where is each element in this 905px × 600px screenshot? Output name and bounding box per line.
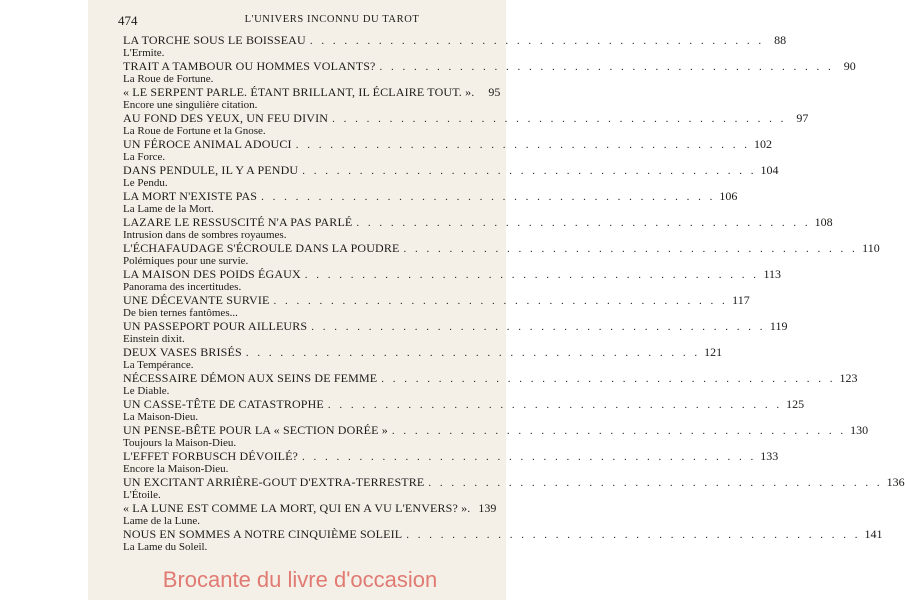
dot-leader: . . . . . . . . . . . . . . . . . . . . . . . . . . . . . . . . . . . . . . . . <box>406 529 861 541</box>
entry-subtitle: Encore une singulière citation. <box>123 99 258 111</box>
dot-leader: . . . . . . . . . . . . . . . . . . . . . . . . . . . . . . . . . . . . . . . . <box>428 477 883 489</box>
dot-leader: . . . . . . . . . . . . . . . . . . . . . . . . . . . . . . . . . . . . . . . . <box>245 347 701 359</box>
entry-page: 130 <box>850 423 869 437</box>
toc-entry <box>123 449 779 475</box>
entry-page: 125 <box>786 397 805 411</box>
toc-entry <box>123 137 772 163</box>
entry-page: 108 <box>814 215 833 229</box>
dot-leader: . . . . . . . . . . . . . . . . . . . . . . . . . . . . . . . . . . . . . . . . <box>403 243 858 255</box>
entry-title: TRAIT A TAMBOUR OU HOMMES VOLANTS? <box>123 59 376 73</box>
entry-title: UN EXCITANT ARRIÈRE-GOUT D'EXTRA-TERRESTRE <box>123 475 425 489</box>
toc-entry <box>123 371 858 397</box>
entry-subtitle: Panorama des incertitudes. <box>123 281 242 293</box>
entry-subtitle: Le Pendu. <box>123 177 168 189</box>
toc-entry <box>123 293 750 319</box>
dot-leader: . . . . . . . . . . . . . . . . . . . . . . . . . . . . . . . . . . . . . . . . <box>391 425 847 437</box>
toc-entry <box>123 397 805 423</box>
entry-title: UN PASSEPORT POUR AILLEURS <box>123 319 308 333</box>
toc-entry <box>123 501 497 527</box>
entry-page: 121 <box>704 345 723 359</box>
dot-leader: . . . . . . . . . . . . . . . . . . . . . . . . . . . . . . . . . . . . . . . . <box>304 269 760 281</box>
entry-subtitle: Encore la Maison-Dieu. <box>123 463 229 475</box>
entry-title: LA TORCHE SOUS LE BOISSEAU <box>123 33 306 47</box>
entry-subtitle: La Force. <box>123 151 166 163</box>
entry-title: NOUS EN SOMMES A NOTRE CINQUIÈME SOLEIL <box>123 527 403 541</box>
entry-page: 119 <box>769 319 788 333</box>
entry-subtitle: La Roue de Fortune. <box>123 73 214 85</box>
toc-entry <box>123 527 883 553</box>
entry-subtitle: Einstein dixit. <box>123 333 185 345</box>
entry-subtitle: Intrusion dans de sombres royaumes. <box>123 229 287 241</box>
watermark-text: Brocante du livre d'occasion <box>162 567 438 592</box>
entry-title: « LE SERPENT PARLE. ÉTANT BRILLANT, IL ÉCLAIRE TOUT. ». <box>123 85 475 99</box>
dot-leader: . . . . . . . . . . . . . . . . . . . . . . . . . . . . . . . . . . . . . . . . <box>302 451 757 463</box>
entry-title: UN PENSE-BÊTE POUR LA « SECTION DORÉE » <box>123 423 388 437</box>
entry-subtitle: Lame de la Lune. <box>123 515 200 527</box>
dot-leader: . . . . . . . . . . . . . . . . . . . . . . . . . . . . . . . . . . . . . . . . <box>311 321 766 333</box>
toc-entry <box>123 241 880 267</box>
entry-title: L'ÉCHAFAUDAGE S'ÉCROULE DANS LA POUDRE <box>123 241 400 255</box>
entry-page: 88 <box>774 33 787 47</box>
dot-leader: . . . . . . . . . . . . . . . . . . . . . . . . . . . . . . . . . . . . . . . . <box>327 399 783 411</box>
entry-title: LA MAISON DES POIDS ÉGAUX <box>123 267 301 281</box>
entry-page: 104 <box>760 163 779 177</box>
entry-page: 123 <box>839 371 858 385</box>
entry-title: AU FOND DES YEUX, UN FEU DIVIN <box>123 111 329 125</box>
toc-entry <box>123 85 501 111</box>
entry-page: 97 <box>796 111 809 125</box>
entry-title: UNE DÉCEVANTE SURVIE <box>123 293 270 307</box>
toc-entry <box>123 267 782 293</box>
toc-entry <box>123 163 779 189</box>
entry-subtitle: La Lame de la Mort. <box>123 203 214 215</box>
dot-leader: . . . . . . . . . . . . . . . . . . . . . . . . . . . . . . . . . . . . . . . . <box>309 35 765 47</box>
entry-page: 113 <box>763 267 782 281</box>
entry-page: 136 <box>886 475 905 489</box>
entry-subtitle: Le Diable. <box>123 385 170 397</box>
dot-leader: . . . . . . . . . . . . . . . . . . . . . . . . . . . . . . . . . . . . . . . . <box>273 295 728 307</box>
entry-subtitle: Toujours la Maison-Dieu. <box>123 437 237 449</box>
page-number: 474 <box>118 13 138 28</box>
toc-entry <box>123 345 723 371</box>
toc-entry <box>123 215 833 241</box>
entry-title: UN CASSE-TÊTE DE CATASTROPHE <box>123 397 324 411</box>
entry-subtitle: L'Étoile. <box>123 489 161 501</box>
running-title: L'UNIVERS INCONNU DU TAROT <box>244 14 420 25</box>
toc-entry <box>123 423 869 449</box>
entry-page: 133 <box>760 449 779 463</box>
entry-title: LA MORT N'EXISTE PAS <box>123 189 258 203</box>
entry-title: DANS PENDULE, IL Y A PENDU <box>123 163 299 177</box>
entry-page: 141 <box>864 527 883 541</box>
dot-leader: . . . . . . . . . . . . . . . . . . . . . . . . . . . . . . . . . . . . . . . . <box>302 165 757 177</box>
dot-leader: . . . . . . . . . . . . . . . . . . . . . . . . . . . . . . . . . . . . . . . . <box>332 113 787 125</box>
entry-subtitle: Polémiques pour une survie. <box>123 255 249 267</box>
entry-page: 110 <box>862 241 880 255</box>
entry-subtitle: De bien ternes fantômes... <box>123 307 238 319</box>
toc-entry <box>123 33 787 59</box>
entry-subtitle: La Tempérance. <box>123 359 194 371</box>
entry-title: « LA LUNE EST COMME LA MORT, QUI EN A VU L'ENVERS? ». <box>123 501 471 515</box>
entry-page: 117 <box>732 293 750 307</box>
entry-page: 139 <box>478 501 497 515</box>
dot-leader: . . . . . . . . . . . . . . . . . . . . . . . . . . . . . . . . . . . . . . . . <box>381 373 836 385</box>
toc-entry <box>123 111 809 137</box>
entry-title: L'EFFET FORBUSCH DÉVOILÉ? <box>123 449 299 463</box>
table-of-contents <box>123 33 905 553</box>
toc-entry <box>123 189 738 215</box>
toc-entry <box>123 59 856 85</box>
page-header <box>118 13 490 29</box>
entry-title: NÉCESSAIRE DÉMON AUX SEINS DE FEMME <box>123 371 378 385</box>
entry-subtitle: La Lame du Soleil. <box>123 541 208 553</box>
toc-entry <box>123 475 905 501</box>
entry-page: 106 <box>719 189 738 203</box>
entry-title: DEUX VASES BRISÉS <box>123 345 242 359</box>
entry-page: 95 <box>488 85 501 99</box>
dot-leader: . . . . . . . . . . . . . . . . . . . . . . . . . . . . . . . . . . . . . . . . <box>295 139 750 151</box>
entry-page: 102 <box>753 137 772 151</box>
dot-leader: . . . . . . . . . . . . . . . . . . . . . . . . . . . . . . . . . . . . . . . . <box>261 191 716 203</box>
entry-subtitle: La Maison-Dieu. <box>123 411 199 423</box>
entry-title: UN FÉROCE ANIMAL ADOUCI <box>123 137 292 151</box>
toc-entry <box>123 319 788 345</box>
dot-leader: . . . . . . . . . . . . . . . . . . . . . . . . . . . . . . . . . . . . . . . . <box>379 61 834 73</box>
entry-subtitle: La Roue de Fortune et la Gnose. <box>123 125 266 137</box>
dot-leader: . . . . . . . . . . . . . . . . . . . . . . . . . . . . . . . . . . . . . . . . <box>356 217 811 229</box>
entry-page: 90 <box>843 59 856 73</box>
entry-title: LAZARE LE RESSUSCITÉ N'A PAS PARLÉ <box>123 215 353 229</box>
entry-subtitle: L'Ermite. <box>123 47 165 59</box>
